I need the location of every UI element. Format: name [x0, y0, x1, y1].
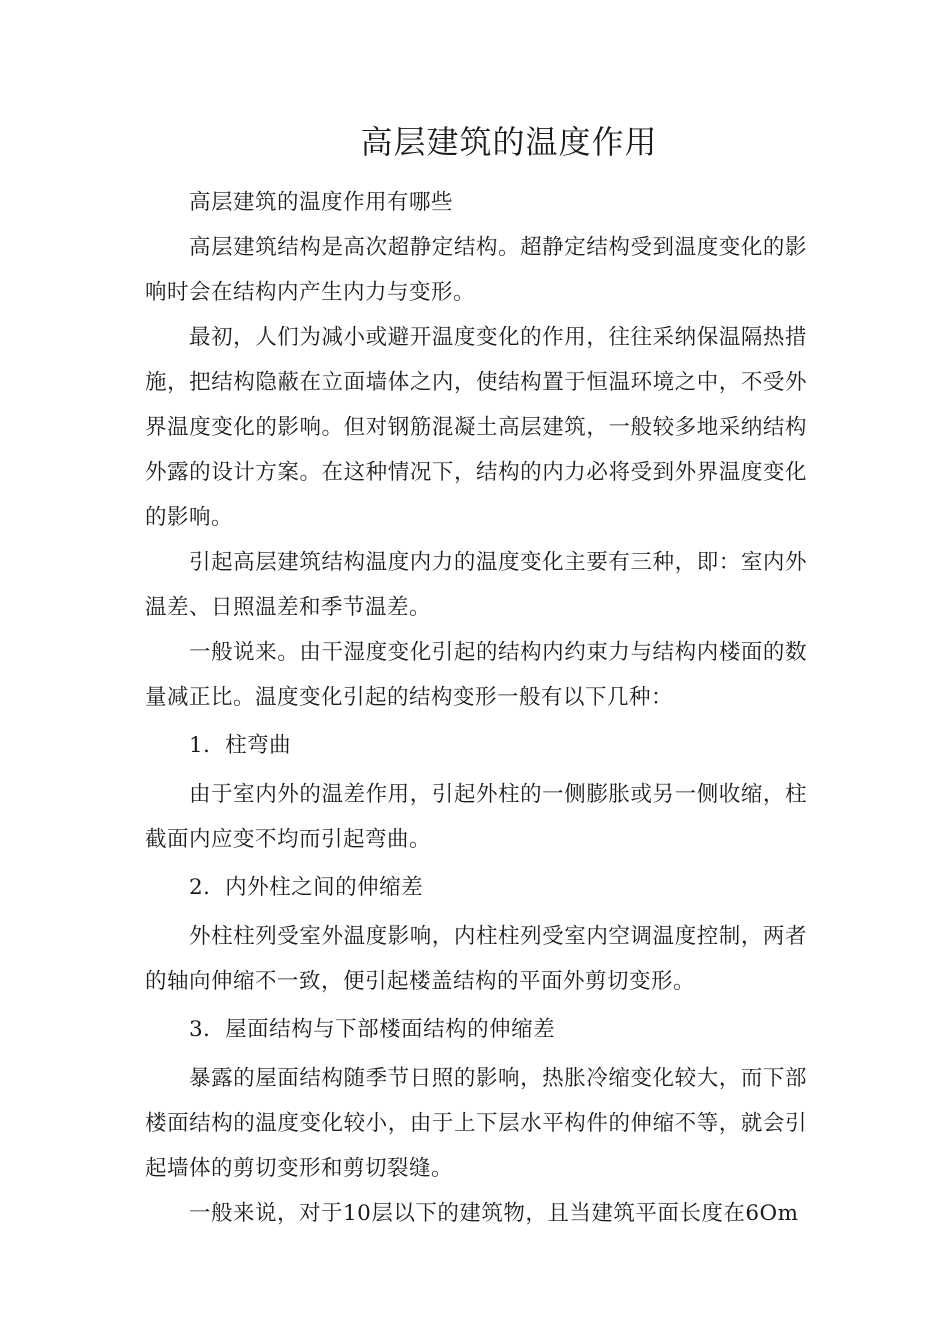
paragraph: 最初，人们为减小或避开温度变化的作用，往往采纳保温隔热措施，把结构隐蔽在立面墙体之内，使结构置于恒温环境之中，不受外界温度变化的影响。但对钢筋混凝土高层建筑，一般较多地采纳结构外露的设计方案。在这种情况下，结构的内力必将受到外界温度变化的影响。 — [145, 325, 807, 530]
list-item-heading: 3．屋面结构与下部楼面结构的伸缩差 — [189, 1017, 556, 1042]
document-body — [145, 180, 807, 1236]
document-title: 高层建筑的温度作用 — [360, 123, 658, 161]
paragraph: 一般说来。由干湿度变化引起的结构内约束力与结构内楼面的数量减正比。温度变化引起的结构变形一般有以下几种： — [145, 640, 807, 710]
list-item-heading: 2．内外柱之间的伸缩差 — [189, 875, 424, 900]
paragraph: 由于室内外的温差作用，引起外柱的一侧膨胀或另一侧收缩，柱截面内应变不均而引起弯曲。 — [145, 782, 807, 852]
paragraph: 一般来说，对于10层以下的建筑物，且当建筑平面长度在6Om — [189, 1201, 799, 1226]
list-item-heading: 1．柱弯曲 — [189, 733, 292, 758]
paragraph-subtitle: 高层建筑的温度作用有哪些 — [189, 190, 454, 215]
paragraph: 高层建筑结构是高次超静定结构。超静定结构受到温度变化的影响时会在结构内产生内力与变形。 — [145, 235, 807, 305]
paragraph: 外柱柱列受室外温度影响，内柱柱列受室内空调温度控制，两者的轴向伸缩不一致，便引起楼盖结构的平面外剪切变形。 — [145, 924, 807, 994]
paragraph: 引起高层建筑结构温度内力的温度变化主要有三种，即：室内外温差、日照温差和季节温差。 — [145, 550, 807, 620]
paragraph: 暴露的屋面结构随季节日照的影响，热胀冷缩变化较大，而下部楼面结构的温度变化较小，由于上下层水平构件的伸缩不等，就会引起墙体的剪切变形和剪切裂缝。 — [145, 1066, 807, 1181]
